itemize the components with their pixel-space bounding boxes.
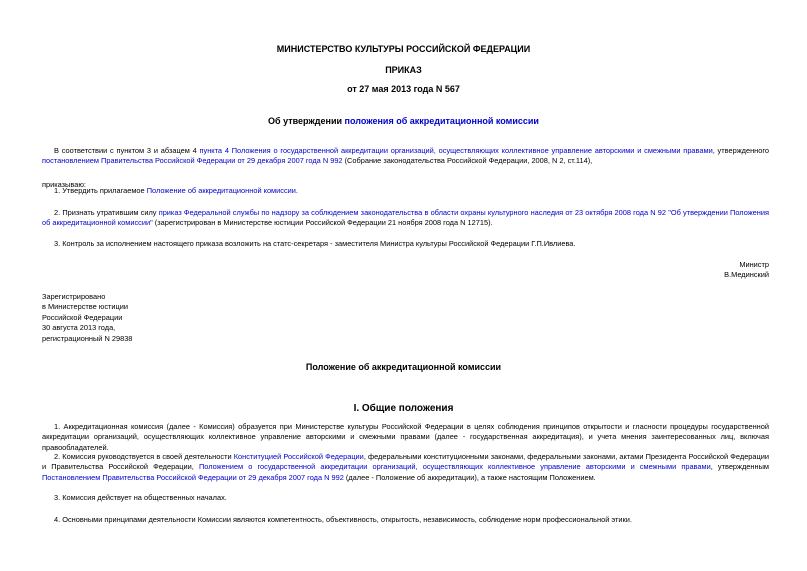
registration-line-4: 30 августа 2013 года, [42,323,116,333]
registration-line-1: Зарегистрировано [42,292,106,301]
regulation-item-1: 1. Аккредитационная комиссия (далее - Комиссия) образуется при Министерстве культуры Российской Федерации в целях соблюдения принципов открытости и гласности процедуры государственной аккредитации организаций, осуществляющих коллективное управление авторскими и смежными правами (далее - государственная аккредитация), и учета мнения заинтересованных лиц, включая правообладателей. [42,422,769,452]
regulation-item-2 [42,452,769,483]
ministry-heading: МИНИСТЕРСТВО КУЛЬТУРЫ РОССИЙСКОЙ ФЕДЕРАЦИИ [276,44,531,54]
item2-text: 2. Признать утратившим силу [54,208,159,217]
r2-text-3: , утвержденным [710,462,769,472]
intro-paragraph [42,146,769,167]
intro-text-3: (Собрание законодательства Российской Федерации, 2008, N 2, ст.114), [342,156,593,166]
r2-text-2: , федеральными конституционными законами, федеральными законами, актами Президента Российской Федерации и Правительства Российской Федерации, [42,452,770,472]
intro-link-regulation[interactable]: пункта 4 Положения о государственной аккредитации организаций, осуществляющих коллективное управление авторскими и смежными правами [199,146,713,155]
registration-line-5: регистрационный N 29838 [42,333,133,343]
section-1-heading: I. Общие положения [353,403,454,414]
order-item-3: 3. Контроль за исполнением настоящего приказа возложить на статс-секретаря - заместителя Министра культуры Российской Федерации Г.П.Ивлиева. [54,239,576,248]
item1-text: 1. Утвердить прилагаемое [54,186,147,195]
intro-text-1: В соответствии с пунктом 3 и абзацем 4 [54,146,200,155]
regulation-title: Положение об аккредитационной комиссии [305,362,502,372]
signature-title: Министр [739,260,769,269]
regulation-item-4: 4. Основными принципами деятельности Комиссии являются компетентность, объективность, открытость, независимость, соблюдение норм профессиональной этики. [54,515,632,524]
subject-prefix: Об утверждении [268,116,345,126]
r2-text-4: (далее - Положение об аккредитации), а также настоящим Положением. [343,472,596,482]
intro-link-decree[interactable]: постановлением Правительства Российской Федерации от 29 декабря 2007 года N 992 [42,156,343,166]
order-item-1 [42,186,769,196]
r2-link-decree[interactable]: Постановлением Правительства Российской Федерации от 29 декабря 2007 года N 992 [42,472,344,482]
r2-text-1: 2. Комиссия руководствуется в своей деятельности [54,452,234,461]
item1-end: . [295,186,298,195]
intro-text-2: , утвержденного [712,146,769,155]
regulation-item-3: 3. Комиссия действует на общественных началах. [54,493,227,502]
item1-link[interactable]: Положение об аккредитационной комиссии [146,186,296,195]
document-subject [0,116,807,126]
subject-link[interactable]: положения об аккредитационной комиссии [344,116,539,126]
registration-block [42,292,242,344]
document-date-number: от 27 мая 2013 года N 567 [347,84,460,94]
order-word: приказываю: [42,180,86,189]
registration-line-2: в Министерстве юстиции [42,302,129,312]
r2-link-constitution[interactable]: Конституцией Российской Федерации [233,452,364,461]
signature-name: В.Мединский [724,270,769,279]
item2-link[interactable]: приказ Федеральной службы по надзору за соблюдением законодательства в области охраны культурного наследия от 23 октября 2008 года N 92 "Об утверждении Положения об аккредитационной комиссии" [42,208,769,228]
r2-link-regulation[interactable]: Положением о государственной аккредитации организаций, осуществляющих коллективное управление авторскими и смежными правами [198,462,711,472]
order-item-2 [42,208,769,229]
item2-end: (зарегистрирован в Министерстве юстиции Российской Федерации 21 ноября 2008 года N 12715). [152,218,493,228]
registration-line-3: Российской Федерации [42,312,123,322]
document-type: ПРИКАЗ [385,65,422,75]
